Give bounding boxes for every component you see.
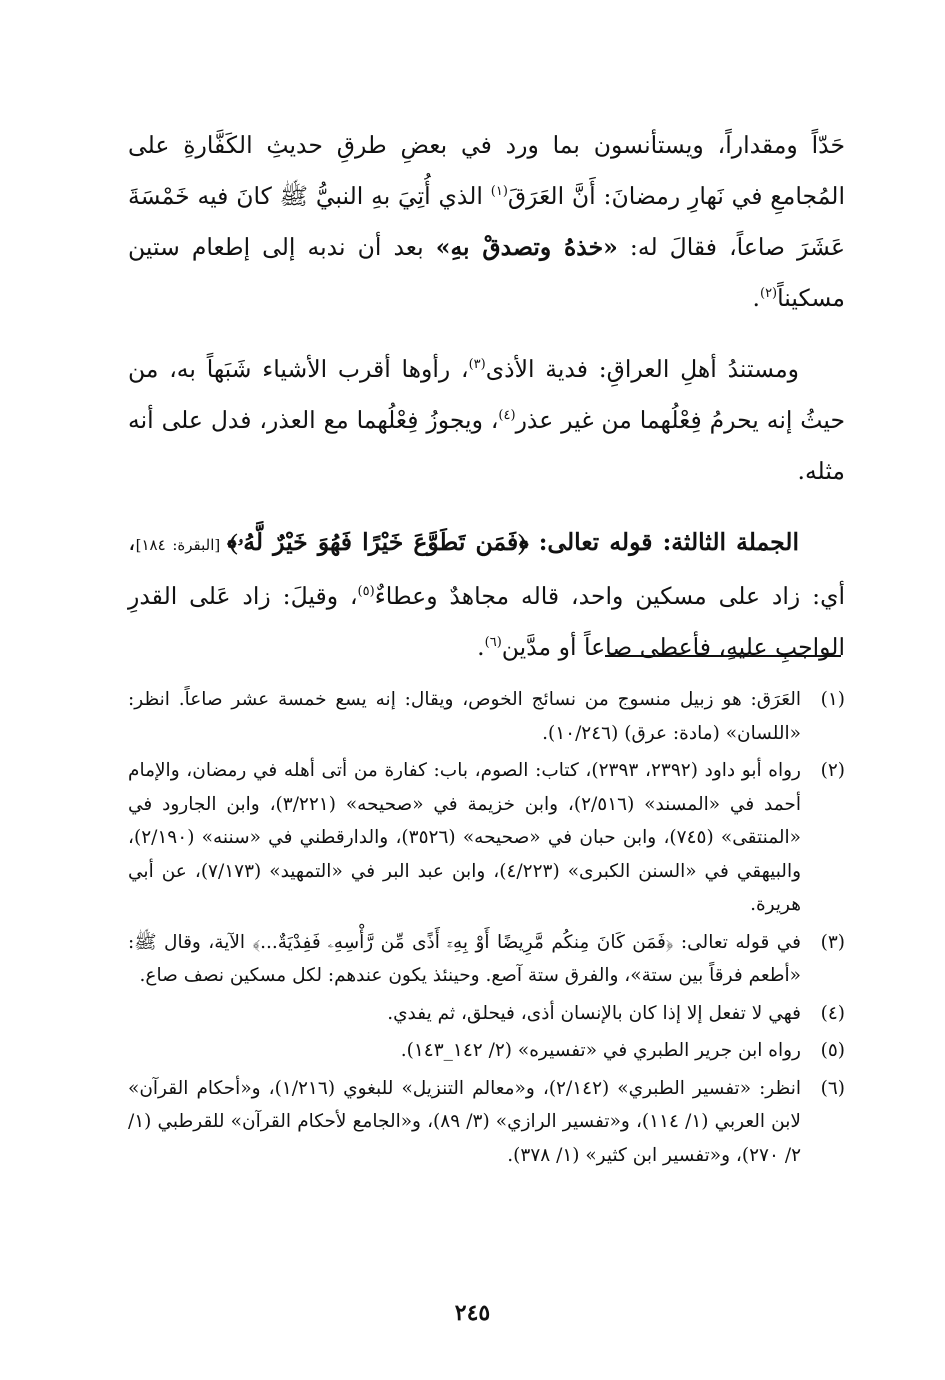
footnote xyxy=(128,683,845,750)
page-number: ٢٤٥ xyxy=(454,1300,491,1326)
footnote-number: (٤) xyxy=(820,1002,845,1024)
footnote-text: انظر: «تفسير الطبري» (٢/١٤٢)، و«معالم التنزيل» للبغوي (١/٢١٦)، و«أحكام القرآن» لابن العربي (١/ ١١٤)، و«تفسير الرازي» (٣/ ٨٩)، و«الجامع لأحكام القرآن» للقرطبي (١/ ٢/ ٢٧٠)، و«تفسير ابن كثير» (١/ ٣٧٨). xyxy=(128,1077,801,1166)
footnote xyxy=(128,997,845,1031)
footnote-ref: (٥) xyxy=(357,584,375,600)
footnote-ref: (٤) xyxy=(498,408,516,424)
footnote xyxy=(128,1072,845,1173)
footnote-number: (٣) xyxy=(820,931,845,953)
footnote-number: (٦) xyxy=(820,1077,845,1099)
footnote-text: رواه ابن جرير الطبري في «تفسيره» (٢/ ١٤٢_١٤٣). xyxy=(400,1040,801,1061)
paragraph-1 xyxy=(128,120,845,324)
text-segment: الذي أُتِيَ بهِ النبيُّ ﷺ كانَ فيه خَمْسَةَ عَشَرَ صاعاً، فقالَ له: xyxy=(128,182,846,261)
footnotes xyxy=(128,683,845,1176)
text-segment: ، رأوها أقرب الأشياء شَبَهاً به، من حيثُ إنه يحرمُ فِعْلُهما من غير عذر xyxy=(128,355,845,434)
section-heading: الجملة الثالثة: قوله تعالى: xyxy=(528,528,799,556)
main-text xyxy=(128,120,845,693)
text-segment: ، أي: زاد على مسكين واحد، قاله مجاهدٌ وعطاءٌ xyxy=(128,528,845,610)
footnote-ref: (١) xyxy=(490,184,508,200)
footnote-ref: (٦) xyxy=(484,635,502,651)
text-segment: ومستندُ أهلِ العراقِ: فدية الأذى xyxy=(485,355,799,383)
footnote-text: في قوله تعالى: ﴿فَمَن كَانَ مِنكُم مَّرِيضًا أَوْ بِهِۦٓ أَذًى مِّن رَّأْسِهِۦ فَفِدْيَةٌ...﴾ الآية، وقال ﷺ: «أطعم فرقاً بين ستة»، والفرق ستة آصع. وحينئذ يكون عندهم: لكل مسكين نصف صاع. xyxy=(128,931,801,986)
text-segment: ، وقيلَ: زاد عَلى القدرِ الواجبِ عليهِ، فأعطى صاعاً أو مدَّين xyxy=(128,582,845,661)
verse-reference: [البقرة: ١٨٤] xyxy=(135,536,227,554)
hadith-quote: «خذهُ وتصدقْ بهِ» xyxy=(435,233,618,261)
text-segment: . xyxy=(477,633,485,661)
text-segment: . xyxy=(752,284,760,312)
footnote-number: (٥) xyxy=(820,1040,845,1061)
footnote xyxy=(128,926,845,993)
text-segment: بعد أن ندبه إلى إطعام ستين مسكيناً xyxy=(128,233,845,312)
text-segment: حَدّاً ومقداراً، ويستأنسون بما ورد في بعضِ طرقِ حديثِ الكَفَّارةِ على المُجامعِ في نَهارِ رمضانَ: أَنَّ العَرَقَ xyxy=(128,131,845,210)
footnote xyxy=(128,1034,845,1068)
text-segment: ، ويجوزُ فِعْلُهما مع العذر، فدل على أنه مثله. xyxy=(128,406,845,485)
footnote-ref: (٢) xyxy=(759,286,778,302)
footnote xyxy=(128,754,845,922)
footnote-text: العَرَق: هو زبيل منسوج من نسائج الخوص، ويقال: إنه يسع خمسة عشر صاعاً. انظر: «اللسان» (مادة: عرق) (١٠/٢٤٦). xyxy=(128,689,801,744)
footnote-divider xyxy=(605,655,841,657)
footnote-number: (٢) xyxy=(820,760,845,781)
footnote-text: فهي لا تفعل إلا إذا كان بالإنسان أذى، فيحلق، ثم يفدي. xyxy=(387,1002,801,1024)
quran-verse: ﴿فَمَن تَطَوَّعَ خَيْرًا فَهُوَ خَيْرٌ لَّهُۥ﴾ xyxy=(226,528,529,556)
footnote-ref: (٣) xyxy=(468,357,486,373)
paragraph-3 xyxy=(128,517,845,673)
paragraph-2 xyxy=(128,344,845,497)
footnote-text: رواه أبو داود (٢٣٩٢، ٢٣٩٣)، كتاب: الصوم، باب: كفارة من أتى أهله في رمضان، والإمام أحمد في «المسند» (٢/٥١٦)، وابن خزيمة في «صحيحه» (٣/٢٢١)، وابن الجارود في «المنتقى» (٧٤٥)، وابن حبان في «صحيحه» (٣٥٢٦)، والدارقطني في «سننه» (٢/١٩٠)، والبيهقي في «السنن الكبرى» (٤/٢٢٣)، وابن عبد البر في «التمهيد» (٧/١٧٣)، عن أبي هريرة. xyxy=(128,760,802,915)
footnote-number: (١) xyxy=(820,689,845,710)
